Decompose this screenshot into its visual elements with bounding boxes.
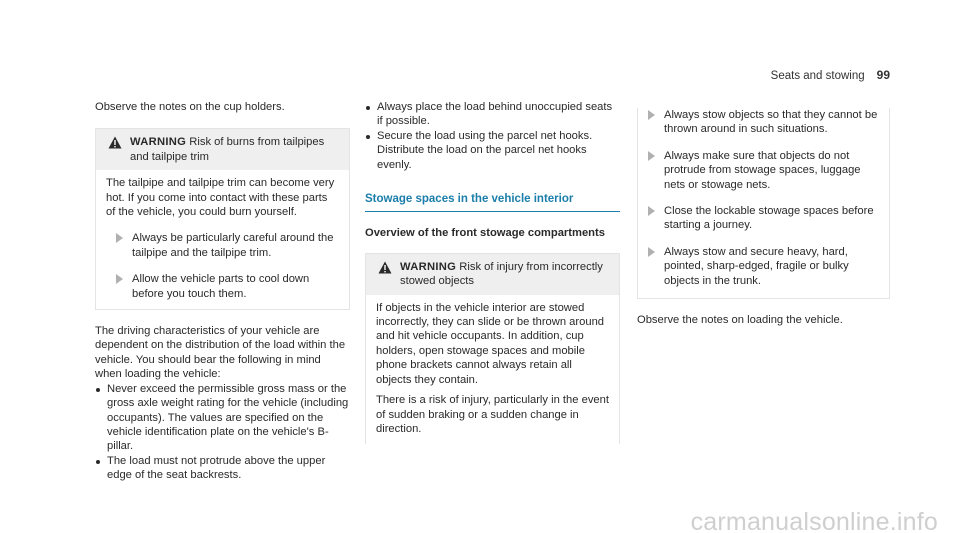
step-text: Always stow objects so that they cannot be thrown around in such situations.: [664, 109, 878, 136]
warning-step: [106, 231, 339, 260]
warning-box-continued: [637, 108, 890, 299]
warning-title: Risk of burns from tailpipes: [186, 136, 325, 149]
load-bullet-list: [365, 100, 620, 172]
list-item: [95, 382, 350, 454]
warning-label: WARNING: [400, 260, 457, 273]
warning-text: If objects in the vehicle interior are stowed incorrectly, they can slide or be thrown around and hit vehicle occupants. In addition, cup holders, open stowage spaces and mobile phone brackets cannot always retain all objects they contain.: [376, 301, 605, 386]
intro-text: Observe the notes on the cup holders.: [95, 101, 285, 113]
loading-bullet-list: [95, 382, 350, 483]
step-text: Allow the vehicle parts to cool down before you touch them.: [132, 273, 310, 300]
section-heading: Stowage spaces in the vehicle interior: [365, 192, 620, 212]
list-item-text: Never exceed the permissible gross mass or the gross axle weight rating for the vehicle (including occupants). The values are specified on the vehicle identification plate on the vehicle's B-pillar.: [107, 382, 349, 453]
bullet-dot-icon: [366, 106, 370, 110]
warning-text: There is a risk of injury, particularly in the event of sudden braking or a sudden change in direction.: [376, 394, 609, 435]
arrow-right-icon: [116, 274, 123, 284]
arrow-right-icon: [648, 151, 655, 161]
step-text: Always make sure that objects do not protrude from stowage spaces, luggage nets or stowage nets.: [664, 149, 861, 191]
list-item: [365, 129, 620, 172]
page-header: [771, 68, 890, 83]
bullet-dot-icon: [366, 135, 370, 139]
list-item: [365, 100, 620, 129]
arrow-right-icon: [648, 206, 655, 216]
section-title: Seats and stowing: [770, 70, 865, 82]
warning-step: [106, 272, 339, 301]
warning-body: [366, 295, 619, 445]
warning-triangle-icon: [108, 136, 122, 153]
step-text: Always be particularly careful around the tailpipe and the tailpipe trim.: [132, 232, 334, 259]
page-number: 99: [876, 68, 890, 82]
bullet-dot-icon: [96, 460, 100, 464]
outro-text: Observe the notes on loading the vehicle.: [637, 314, 843, 327]
list-item-text: Secure the load using the parcel net hooks. Distribute the load on the parcel net hooks evenly.: [377, 129, 593, 171]
column-2: [365, 100, 620, 458]
arrow-right-icon: [648, 110, 655, 120]
arrow-right-icon: [116, 233, 123, 243]
warning-step: [638, 245, 879, 288]
step-text: Always stow and secure heavy, hard, pointed, sharp-edged, fragile or bulky objects in the trunk.: [664, 245, 849, 287]
warning-box-injury: [365, 253, 620, 444]
column-1: [95, 100, 350, 483]
warning-header: [366, 254, 619, 295]
list-item: [95, 454, 350, 483]
arrow-right-icon: [648, 247, 655, 257]
driving-paragraph: The driving characteristics of your vehicle are dependent on the distribution of the load within the vehicle. You should bear the following in mind when loading the vehicle:: [95, 325, 346, 381]
warning-header: [96, 129, 349, 170]
watermark: carmanualsonline.info: [690, 507, 938, 533]
list-item-text: Always place the load behind unoccupied seats if possible.: [377, 101, 613, 128]
bullet-dot-icon: [96, 388, 100, 392]
warning-step: [638, 108, 879, 137]
warning-text: The tailpipe and tailpipe trim can become very hot. If you come into contact with these parts of the vehicle, you could burn yourself.: [106, 177, 335, 219]
warning-step: [638, 204, 879, 233]
warning-label: WARNING: [130, 136, 187, 149]
column-3: [637, 100, 890, 327]
list-item-text: The load must not protrude above the upper edge of the seat backrests.: [107, 454, 326, 482]
warning-title: Risk of injury from incorrectly: [456, 260, 603, 273]
warning-title-cont: and tailpipe trim: [130, 150, 209, 163]
subheading: Overview of the front stowage compartments: [365, 227, 605, 240]
warning-body: [96, 170, 349, 309]
warning-step: [638, 149, 879, 192]
warning-box-burns: [95, 128, 350, 310]
warning-triangle-icon: [378, 261, 392, 278]
warning-title-cont: stowed objects: [400, 275, 475, 288]
step-text: Close the lockable stowage spaces before starting a journey.: [664, 205, 874, 232]
